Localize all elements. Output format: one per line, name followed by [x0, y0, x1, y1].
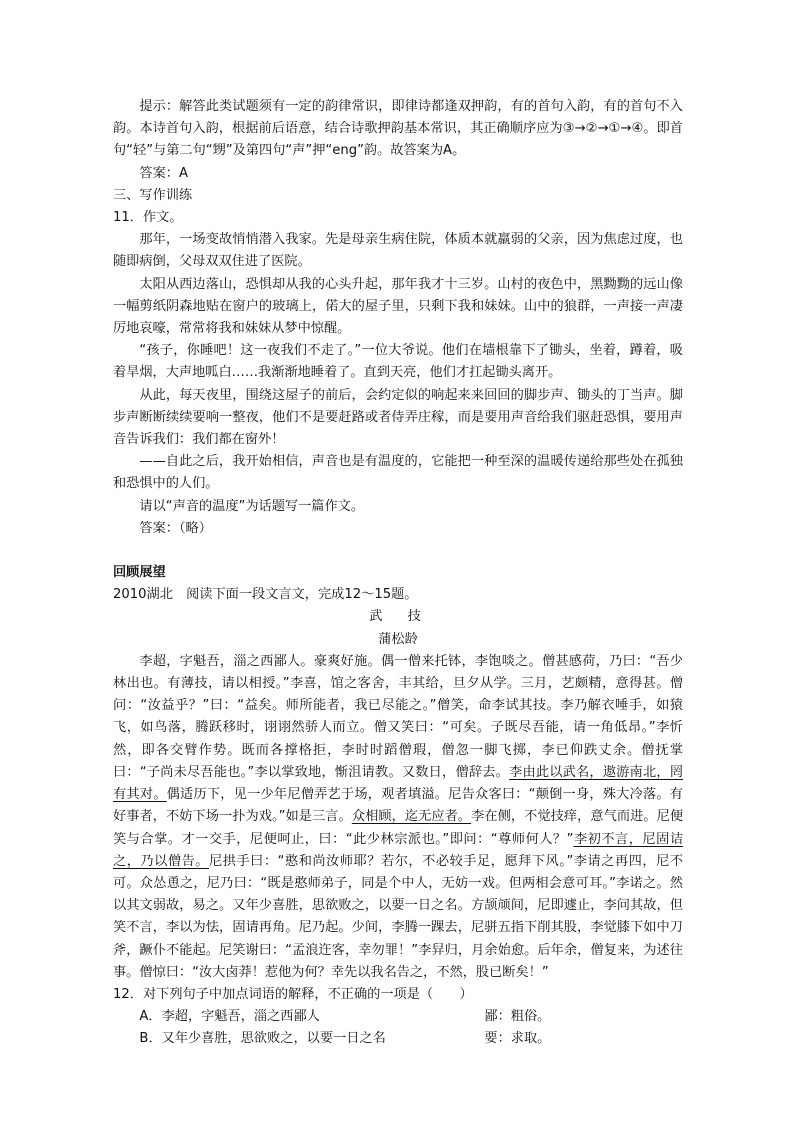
- essay-paragraph: 那年，一场变故悄悄潜入我家。先是母亲生病住院，体质本就羸弱的父亲，因为焦虑过度，也随即病倒，父母双双住进了医院。: [113, 232, 683, 270]
- classical-segment: 李在侧，不觉技痒，意气而进。尼便笑与合掌。才一交手，尼便呵止，曰：“此少林宗派也。”即问：“尊师何人？”: [113, 809, 684, 847]
- underlined-sentence: 李由此以武名，遨游南北，罔有其对。: [113, 764, 684, 803]
- question-11: 11．作文。: [113, 210, 183, 226]
- underlined-sentence: 众相顾，迄无应者。: [351, 809, 472, 825]
- underlined-sentence: 李初不言，尼固诘之，乃以僧告。: [113, 831, 684, 869]
- question-12: 12．对下列句子中加点词语的解释，不正确的一项是（ ）: [113, 986, 473, 1002]
- essay-paragraph: “孩子，你睡吧！这一夜我们不走了。”一位大爷说。他们在墙根靠下了锄头，坐着，蹲着，吸着旱烟，大声地呱白……我渐渐地睡着了。直到天亮，他们才扛起锄头离开。: [113, 343, 683, 381]
- answer-line: 答案：（略）: [139, 520, 212, 536]
- hint-paragraph: 提示：解答此类试题须有一定的韵律常识，即律诗都逢双押韵，有的首句入韵，有的首句不入韵。本诗首句入韵，根据前后语意，结合诗歌押韵基本常识，其正确顺序应为③→②→①→④。即首句“轻”与第二句“甥”及第四句“声”押“eng”韵。故答案为A。: [113, 99, 683, 159]
- answer-line: 答案：A: [139, 165, 188, 181]
- source-line: 2010湖北 阅读下面一段文言文，完成12～15题。: [113, 587, 418, 603]
- option-a: [113, 1006, 683, 1028]
- classical-segment: 李超，字魁吾，淄之西鄙人。豪爽好施。偶一僧来托钵，李饱啖之。僧甚感荷，乃曰：“吾少林出也。有薄技，请以相授。”李喜，馆之客舍，丰其给，旦夕从学。三月，艺颇精，意得甚。僧问：“汝益乎？”曰：“益矣。师所能者，我已尽能之。”僧笑，命李试其技。李乃解衣唾手，如猿飞，如鸟落，腾跃移时，诩诩然骄人而立。僧又笑曰：“可矣。子既尽吾能，请一角低昂。”李忻然，即各交臂作势。既而各撑格拒，李时时蹈僧瑕，僧忽一脚飞掷，李已仰跌丈余。僧抚掌曰：“子尚未尽吾能也。”李以掌致地，惭沮请教。又数日，僧辞去。: [113, 653, 683, 780]
- document-page: [113, 96, 683, 1051]
- text-author: 蒲松龄: [378, 631, 418, 647]
- essay-prompt: 请以“声音的温度”为话题写一篇作文。: [139, 498, 365, 514]
- option-gloss: 鄙：粗俗。: [484, 1009, 551, 1025]
- essay-paragraph: ——自此之后，我开始相信，声音也是有温度的，它能把一种至深的温暖传递给那些处在孤独和恐惧中的人们。: [113, 454, 683, 492]
- classical-text: [113, 651, 683, 984]
- section-heading: 三、写作训练: [113, 187, 193, 203]
- text-title: 武 技: [369, 609, 427, 625]
- classical-segment: 尼拱手曰：“憨和尚汝师耶？若尔，不必较手足，愿拜下风。”李请之再四，尼不可。众怂恿之，尼乃曰：“既是憨师弟子，同是个中人，无妨一戏。但两相会意可耳。”李诺之。然以其文弱故，易之。又年少喜胜，思欲败之，以要一日之名。方颉颃间，尼即遽止，李问其故，但笑不言，李以为怯，固请再角。尼乃起。少间，李腾一踝去，尼骈五指下削其股，李觉膝下如中刀斧，蹶仆不能起。尼笑谢曰：“孟浪迕客，幸勿罪！”李舁归，月余始愈。后年余，僧复来，为述往事。僧惊曰：“汝大卤莽！惹他为何？幸先以我名告之，不然，股已断矣！”: [113, 853, 684, 980]
- essay-paragraph: 太阳从西边落山，恐惧却从我的心头升起，那年我才十三岁。山村的夜色中，黑黝黝的远山像一幅剪纸阴森地贴在窗户的玻璃上，偌大的屋子里，只剩下我和妹妹。山中的狼群，一声接一声凄厉地哀嚎，常常将我和妹妹从梦中惊醒。: [113, 276, 683, 337]
- option-text: A．李超，字魁吾，淄之西鄙人: [139, 1009, 320, 1025]
- essay-paragraph: 从此，每天夜里，围绕这屋子的前后，会约定似的响起来来回回的脚步声、锄头的丁当声。脚步声断断续续要响一整夜，他们不是要赶路或者侍弄庄稼，而是要用声音给我们驱赶恐惧，要用声音告诉我们：我们都在窗外！: [113, 387, 683, 448]
- classical-segment: 偶适历下，见一少年尼僧弄艺于场，观者填溢。尼告众客曰：“颠倒一身，殊大冷落。有好事者，不妨下场一扑为戏。”如是三言。: [113, 787, 683, 825]
- option-gloss: 要：求取。: [484, 1031, 551, 1047]
- option-b: [113, 1028, 683, 1050]
- option-text: B．又年少喜胜，思欲败之，以要一日之名: [139, 1031, 386, 1047]
- review-heading: 回顾展望: [113, 565, 166, 581]
